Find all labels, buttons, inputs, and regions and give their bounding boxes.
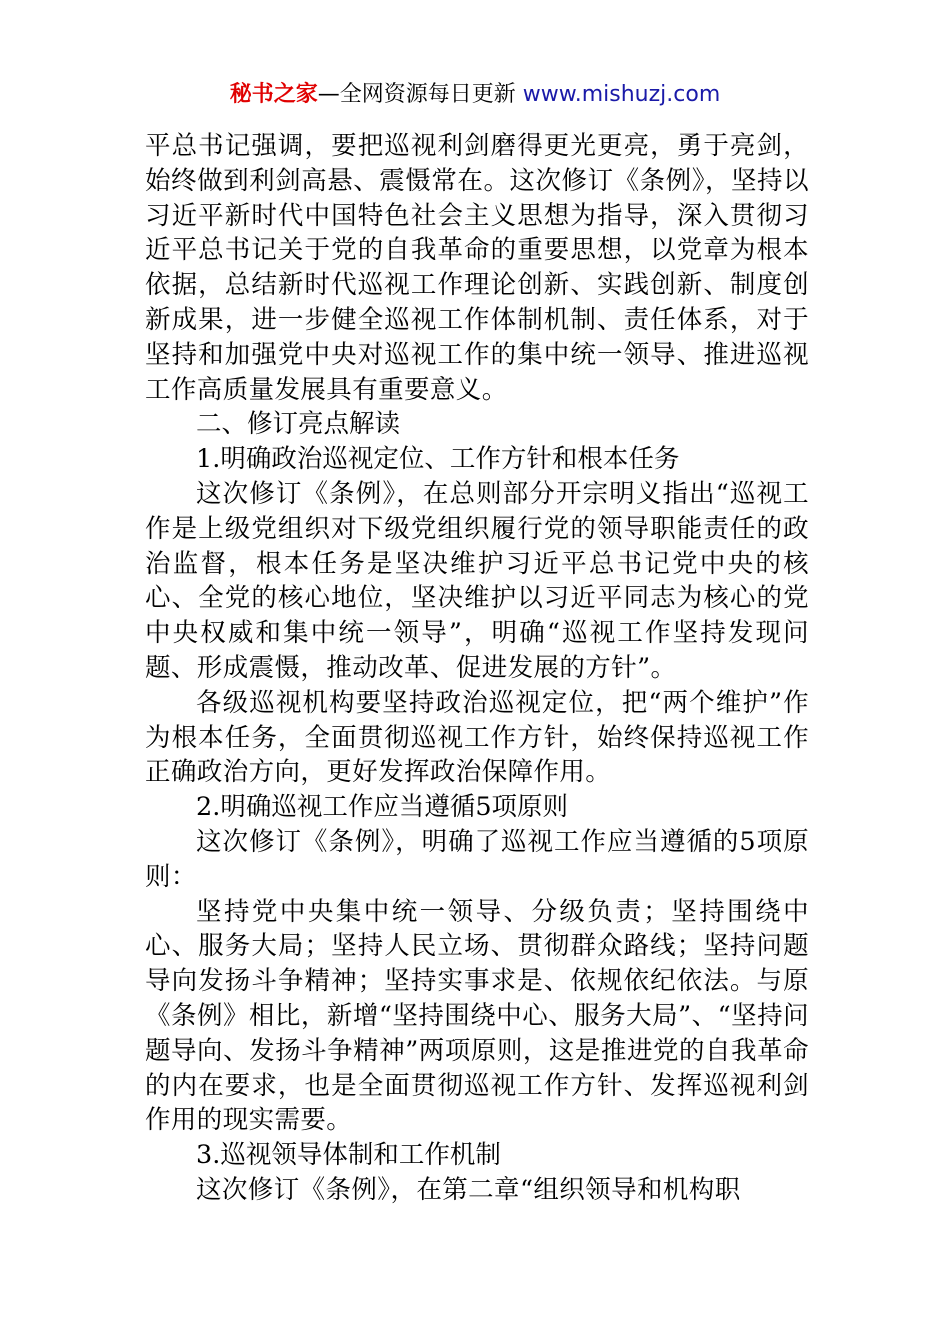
paragraph-positioning: 这次修订《条例》，在总则部分开宗明义指出“巡视工作是上级党组织对下级党组织履行党的领导职能责任的政治监督，根本任务是坚决维护习近平总书记党中央的核心、全党的核心地位，坚决维护以习近平同志为核心的党中央权威和集中统一领导”，明确“巡视工作坚持发现问题、形成震慑，推动改革、促进发展的方针”。 [145,478,809,683]
site-header [0,80,950,110]
site-brand: 秘书之家 [229,82,318,107]
subheading-2: 2.明确巡视工作应当遵循5项原则 [196,792,569,823]
paragraph-two-safeguards: 各级巡视机构要坚持政治巡视定位，把“两个维护”作为根本任务，全面贯彻巡视工作方针，始终保持巡视工作正确政治方向，更好发挥政治保障作用。 [145,687,809,788]
subheading-1: 1.明确政治巡视定位、工作方针和根本任务 [196,444,680,475]
paragraph-intro-continuation: 平总书记强调，要把巡视利剑磨得更光更亮，勇于亮剑，始终做到利剑高悬、震慑常在。这次修订《条例》，坚持以习近平新时代中国特色社会主义思想为指导，深入贯彻习近平总书记关于党的自我革命的重要思想，以党章为根本依据，总结新时代巡视工作理论创新、实践创新、制度创新成果，进一步健全巡视工作体制机制、责任体系，对于坚持和加强党中央对巡视工作的集中统一领导、推进巡视工作高质量发展具有重要意义。 [145,131,809,405]
paragraph-five-principles-list: 坚持党中央集中统一领导、分级负责；坚持围绕中心、服务大局；坚持人民立场、贯彻群众路线；坚持问题导向发扬斗争精神；坚持实事求是、依规依纪依法。与原《条例》相比，新增“坚持围绕中心、服务大局”、“坚持问题导向、发扬斗争精神”两项原则，这是推进党的自我革命的内在要求，也是全面贯彻巡视工作方针、发挥巡视利剑作用的现实需要。 [145,896,809,1136]
subheading-3: 3.巡视领导体制和工作机制 [196,1140,501,1171]
section-heading-highlights: 二、修订亮点解读 [196,409,401,440]
document-body [145,129,809,1208]
site-url-link[interactable]: www.mishuzj.com [522,82,721,107]
paragraph-leadership-system: 这次修订《条例》，在第二章“组织领导和机构职 [196,1174,741,1205]
paragraph-five-principles-intro: 这次修订《条例》，明确了巡视工作应当遵循的5项原则： [145,826,809,892]
site-tagline: —全网资源每日更新 [317,82,516,107]
